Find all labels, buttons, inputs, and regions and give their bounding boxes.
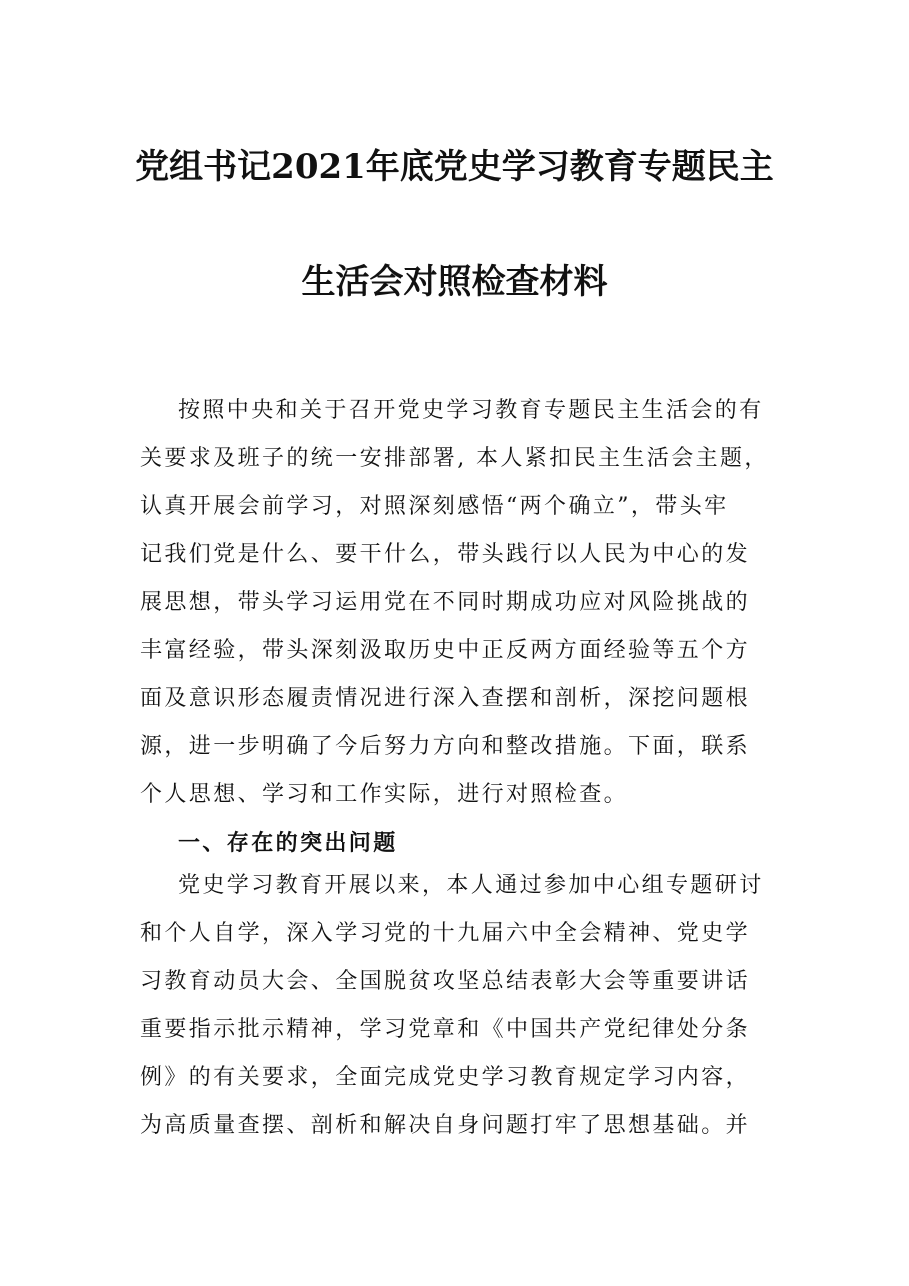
paragraph-line: 和个人自学，深入学习党的十九届六中全会精神、党史学 [140,921,751,946]
paragraph-line: 个人思想、学习和工作实际，进行对照检查。 [140,782,629,807]
paragraph-line: 党史学习教育开展以来，本人通过参加中心组专题研讨 [178,873,764,898]
paragraph-line: 习教育动员大会、全国脱贫攻坚总结表彰大会等重要讲话 [140,969,751,994]
paragraph-line: 展思想，带头学习运用党在不同时期成功应对风险挑战的 [140,590,751,615]
paragraph-line: 重要指示批示精神，学习党章和《中国共产党纪律处分条 [140,1017,751,1042]
paragraph-line: 丰富经验，带头深刻汲取历史中正反两方面经验等五个方 [140,638,751,663]
paragraph-problems [140,862,780,1150]
paragraph-line: 例》的有关要求，全面完成党史学习教育规定学习内容， [140,1065,751,1090]
document-title-line-2: 生活会对照检查材料 [301,262,608,302]
paragraph-intro [140,387,780,819]
paragraph-line: 为高质量查摆、剖析和解决自身问题打牢了思想基础。并 [140,1113,751,1138]
section-heading-container [140,819,780,867]
paragraph-line: 记我们党是什么、要干什么，带头践行以人民为中心的发 [140,542,751,567]
paragraph-line: 按照中央和关于召开党史学习教育专题民主生活会的有 [178,398,764,423]
document-title-line-1: 党组书记2021年底党史学习教育专题民主 [135,147,774,187]
paragraph-line: 关要求及班子的统一安排部署, 本人紧扣民主生活会主题， [140,446,769,471]
section-heading: 一、存在的突出问题 [178,830,398,856]
paragraph-line: 源，进一步明确了今后努力方向和整改措施。下面，联系 [140,734,751,759]
paragraph-line: 认真开展会前学习，对照深刻感悟“两个确立”，带头牢 [140,494,729,519]
paragraph-line: 面及意识形态履责情况进行深入查摆和剖析，深挖问题根 [140,686,751,711]
